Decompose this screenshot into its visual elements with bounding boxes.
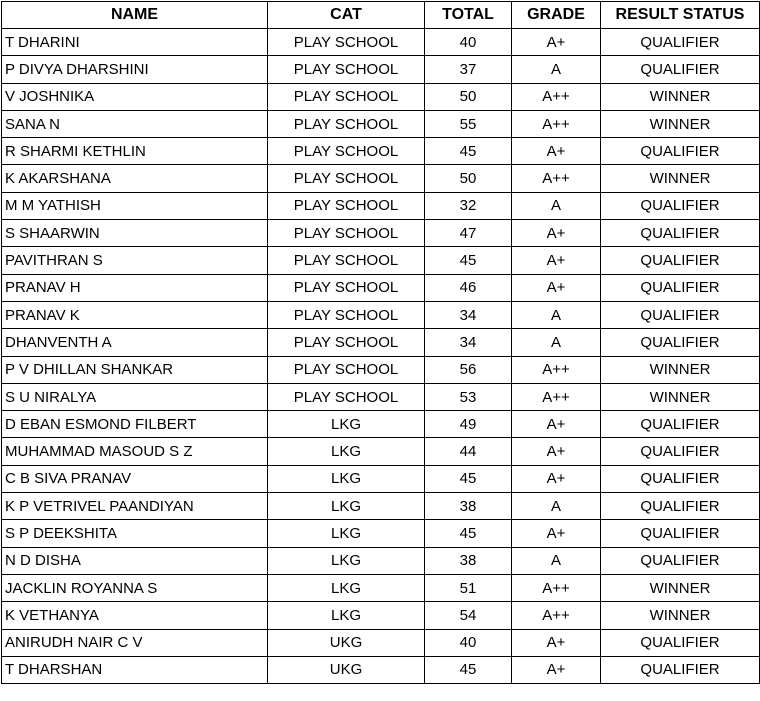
table-row <box>2 110 760 137</box>
cell-cat: PLAY SCHOOL <box>268 383 425 410</box>
cell-total: 46 <box>425 274 512 301</box>
cell-result-status: WINNER <box>601 574 760 601</box>
cell-name: PRANAV K <box>2 301 268 328</box>
cell-name: P DIVYA DHARSHINI <box>2 56 268 83</box>
cell-grade: A <box>512 493 601 520</box>
cell-grade: A <box>512 56 601 83</box>
cell-name: PRANAV H <box>2 274 268 301</box>
cell-result-status: QUALIFIER <box>601 56 760 83</box>
table-row <box>2 438 760 465</box>
cell-result-status: QUALIFIER <box>601 29 760 56</box>
cell-cat: LKG <box>268 493 425 520</box>
cell-result-status: QUALIFIER <box>601 493 760 520</box>
cell-result-status: WINNER <box>601 83 760 110</box>
cell-total: 45 <box>425 138 512 165</box>
table-body <box>2 29 760 684</box>
cell-result-status: WINNER <box>601 383 760 410</box>
cell-total: 45 <box>425 465 512 492</box>
header-result-status: RESULT STATUS <box>601 2 760 29</box>
cell-cat: PLAY SCHOOL <box>268 274 425 301</box>
cell-grade: A++ <box>512 574 601 601</box>
table-row <box>2 301 760 328</box>
cell-total: 54 <box>425 602 512 629</box>
table-row <box>2 247 760 274</box>
cell-result-status: QUALIFIER <box>601 656 760 683</box>
cell-total: 49 <box>425 411 512 438</box>
cell-grade: A+ <box>512 656 601 683</box>
table-row <box>2 629 760 656</box>
cell-result-status: WINNER <box>601 165 760 192</box>
table-row <box>2 465 760 492</box>
cell-total: 34 <box>425 329 512 356</box>
results-table <box>1 1 760 684</box>
cell-grade: A+ <box>512 411 601 438</box>
cell-cat: PLAY SCHOOL <box>268 247 425 274</box>
cell-cat: LKG <box>268 574 425 601</box>
cell-total: 45 <box>425 247 512 274</box>
table-row <box>2 574 760 601</box>
cell-cat: LKG <box>268 602 425 629</box>
cell-name: C B SIVA PRANAV <box>2 465 268 492</box>
cell-total: 51 <box>425 574 512 601</box>
cell-grade: A+ <box>512 465 601 492</box>
table-row <box>2 220 760 247</box>
cell-grade: A+ <box>512 274 601 301</box>
cell-grade: A <box>512 547 601 574</box>
cell-total: 50 <box>425 165 512 192</box>
cell-grade: A++ <box>512 383 601 410</box>
cell-grade: A+ <box>512 138 601 165</box>
cell-grade: A+ <box>512 520 601 547</box>
cell-grade: A+ <box>512 247 601 274</box>
cell-grade: A++ <box>512 110 601 137</box>
cell-result-status: QUALIFIER <box>601 274 760 301</box>
table-row <box>2 602 760 629</box>
header-grade: GRADE <box>512 2 601 29</box>
table-row <box>2 83 760 110</box>
cell-cat: PLAY SCHOOL <box>268 301 425 328</box>
cell-cat: PLAY SCHOOL <box>268 110 425 137</box>
table-row <box>2 274 760 301</box>
table-row <box>2 520 760 547</box>
cell-name: SANA N <box>2 110 268 137</box>
header-total: TOTAL <box>425 2 512 29</box>
table-row <box>2 656 760 683</box>
cell-total: 38 <box>425 493 512 520</box>
cell-cat: LKG <box>268 438 425 465</box>
cell-grade: A+ <box>512 438 601 465</box>
table-row <box>2 29 760 56</box>
cell-name: MUHAMMAD MASOUD S Z <box>2 438 268 465</box>
cell-result-status: QUALIFIER <box>601 438 760 465</box>
cell-total: 32 <box>425 192 512 219</box>
cell-name: K P VETRIVEL PAANDIYAN <box>2 493 268 520</box>
table-row <box>2 383 760 410</box>
cell-grade: A+ <box>512 29 601 56</box>
cell-grade: A++ <box>512 165 601 192</box>
cell-total: 34 <box>425 301 512 328</box>
cell-result-status: WINNER <box>601 356 760 383</box>
cell-result-status: QUALIFIER <box>601 301 760 328</box>
cell-grade: A++ <box>512 356 601 383</box>
cell-result-status: QUALIFIER <box>601 411 760 438</box>
cell-cat: UKG <box>268 629 425 656</box>
table-row <box>2 411 760 438</box>
cell-grade: A++ <box>512 83 601 110</box>
header-row <box>2 2 760 29</box>
cell-name: R SHARMI KETHLIN <box>2 138 268 165</box>
cell-total: 40 <box>425 29 512 56</box>
cell-name: S U NIRALYA <box>2 383 268 410</box>
cell-cat: PLAY SCHOOL <box>268 192 425 219</box>
header-cat: CAT <box>268 2 425 29</box>
cell-total: 37 <box>425 56 512 83</box>
cell-result-status: QUALIFIER <box>601 329 760 356</box>
cell-grade: A <box>512 301 601 328</box>
cell-name: N D DISHA <box>2 547 268 574</box>
cell-result-status: WINNER <box>601 602 760 629</box>
cell-grade: A <box>512 192 601 219</box>
cell-name: P V DHILLAN SHANKAR <box>2 356 268 383</box>
header-name: NAME <box>2 2 268 29</box>
cell-result-status: QUALIFIER <box>601 192 760 219</box>
cell-cat: PLAY SCHOOL <box>268 83 425 110</box>
cell-name: ANIRUDH NAIR C V <box>2 629 268 656</box>
cell-name: DHANVENTH A <box>2 329 268 356</box>
cell-name: V JOSHNIKA <box>2 83 268 110</box>
cell-total: 53 <box>425 383 512 410</box>
cell-total: 55 <box>425 110 512 137</box>
cell-result-status: QUALIFIER <box>601 520 760 547</box>
cell-grade: A+ <box>512 220 601 247</box>
cell-result-status: QUALIFIER <box>601 247 760 274</box>
cell-total: 50 <box>425 83 512 110</box>
cell-name: D EBAN ESMOND FILBERT <box>2 411 268 438</box>
table-row <box>2 192 760 219</box>
cell-result-status: QUALIFIER <box>601 547 760 574</box>
cell-cat: PLAY SCHOOL <box>268 356 425 383</box>
cell-total: 38 <box>425 547 512 574</box>
cell-result-status: QUALIFIER <box>601 465 760 492</box>
cell-name: K AKARSHANA <box>2 165 268 192</box>
table-row <box>2 329 760 356</box>
table-row <box>2 547 760 574</box>
cell-cat: LKG <box>268 520 425 547</box>
table-row <box>2 356 760 383</box>
table-row <box>2 165 760 192</box>
table-row <box>2 493 760 520</box>
cell-grade: A++ <box>512 602 601 629</box>
cell-cat: UKG <box>268 656 425 683</box>
cell-result-status: WINNER <box>601 110 760 137</box>
cell-name: K VETHANYA <box>2 602 268 629</box>
cell-cat: PLAY SCHOOL <box>268 165 425 192</box>
cell-grade: A <box>512 329 601 356</box>
cell-total: 47 <box>425 220 512 247</box>
cell-name: T DHARINI <box>2 29 268 56</box>
table-row <box>2 138 760 165</box>
cell-name: S SHAARWIN <box>2 220 268 247</box>
cell-name: T DHARSHAN <box>2 656 268 683</box>
cell-cat: PLAY SCHOOL <box>268 29 425 56</box>
cell-cat: PLAY SCHOOL <box>268 138 425 165</box>
cell-cat: LKG <box>268 547 425 574</box>
cell-result-status: QUALIFIER <box>601 220 760 247</box>
cell-total: 45 <box>425 520 512 547</box>
cell-total: 45 <box>425 656 512 683</box>
table-row <box>2 56 760 83</box>
cell-total: 56 <box>425 356 512 383</box>
cell-name: M M YATHISH <box>2 192 268 219</box>
cell-name: JACKLIN ROYANNA S <box>2 574 268 601</box>
cell-cat: LKG <box>268 465 425 492</box>
cell-cat: PLAY SCHOOL <box>268 220 425 247</box>
cell-cat: LKG <box>268 411 425 438</box>
cell-cat: PLAY SCHOOL <box>268 56 425 83</box>
cell-total: 40 <box>425 629 512 656</box>
cell-name: PAVITHRAN S <box>2 247 268 274</box>
cell-total: 44 <box>425 438 512 465</box>
cell-result-status: QUALIFIER <box>601 629 760 656</box>
cell-result-status: QUALIFIER <box>601 138 760 165</box>
cell-cat: PLAY SCHOOL <box>268 329 425 356</box>
cell-grade: A+ <box>512 629 601 656</box>
cell-name: S P DEEKSHITA <box>2 520 268 547</box>
